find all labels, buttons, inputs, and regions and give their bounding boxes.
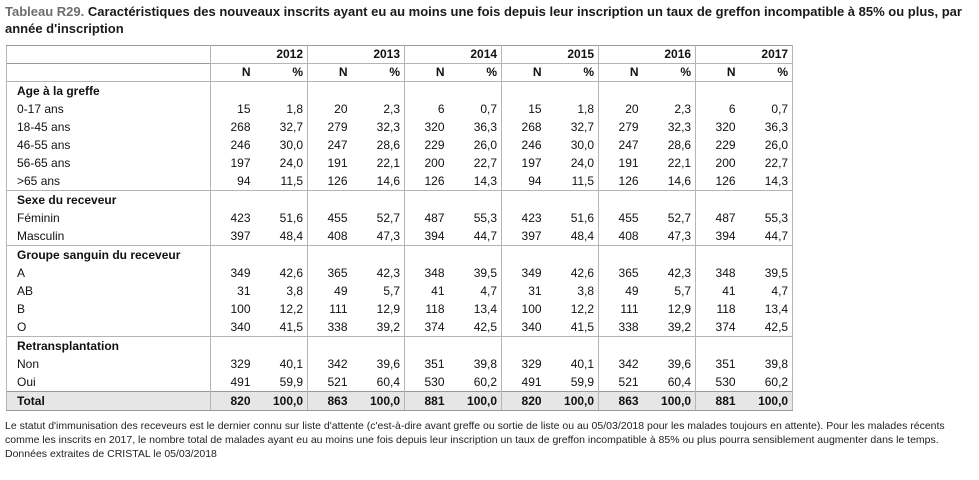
total-pct-cell: 100,0 <box>546 392 599 411</box>
empty-cell <box>740 246 793 265</box>
empty-cell <box>449 337 502 356</box>
total-pct-cell: 100,0 <box>740 392 793 411</box>
table-row <box>7 100 793 118</box>
empty-cell <box>502 246 546 265</box>
pct-cell: 44,7 <box>740 227 793 246</box>
row-label: >65 ans <box>7 172 211 191</box>
col-n-header: N <box>502 64 546 82</box>
pct-cell: 60,2 <box>449 373 502 392</box>
n-cell: 530 <box>405 373 449 392</box>
corner-cell <box>7 46 211 64</box>
n-cell: 408 <box>308 227 352 246</box>
empty-cell <box>599 82 643 101</box>
empty-cell <box>308 82 352 101</box>
n-cell: 423 <box>502 209 546 227</box>
col-n-header: N <box>599 64 643 82</box>
n-cell: 423 <box>211 209 255 227</box>
n-cell: 338 <box>308 318 352 337</box>
pct-cell: 60,4 <box>352 373 405 392</box>
pct-cell: 39,5 <box>449 264 502 282</box>
empty-cell <box>255 82 308 101</box>
n-cell: 191 <box>308 154 352 172</box>
n-cell: 320 <box>696 118 740 136</box>
empty-cell <box>546 191 599 210</box>
pct-cell: 42,3 <box>352 264 405 282</box>
section-header: Age à la greffe <box>7 82 211 101</box>
pct-cell: 3,8 <box>255 282 308 300</box>
empty-cell <box>449 246 502 265</box>
n-cell: 342 <box>308 355 352 373</box>
pct-cell: 42,5 <box>449 318 502 337</box>
section-header-row <box>7 337 793 356</box>
empty-cell <box>502 82 546 101</box>
pct-cell: 12,2 <box>546 300 599 318</box>
col-pct-header: % <box>255 64 308 82</box>
n-cell: 246 <box>502 136 546 154</box>
n-cell: 100 <box>502 300 546 318</box>
table-row <box>7 209 793 227</box>
year-header-row <box>7 46 793 64</box>
table-body <box>7 46 793 411</box>
table-number: Tableau R29. <box>5 4 85 19</box>
n-cell: 374 <box>696 318 740 337</box>
pct-cell: 55,3 <box>449 209 502 227</box>
pct-cell: 5,7 <box>643 282 696 300</box>
table-title-text: Caractéristiques des nouveaux inscrits ayant eu au moins une fois depuis leur inscription un taux de greffon incompatible à 85% ou plus, par année d'inscription <box>5 4 962 36</box>
empty-cell <box>255 246 308 265</box>
n-cell: 530 <box>696 373 740 392</box>
row-label: Féminin <box>7 209 211 227</box>
n-cell: 329 <box>502 355 546 373</box>
total-pct-cell: 100,0 <box>255 392 308 411</box>
pct-cell: 55,3 <box>740 209 793 227</box>
n-cell: 268 <box>211 118 255 136</box>
empty-cell <box>502 191 546 210</box>
empty-cell <box>696 82 740 101</box>
table-row <box>7 172 793 191</box>
corner-cell <box>7 64 211 82</box>
pct-cell: 22,7 <box>449 154 502 172</box>
pct-cell: 60,4 <box>643 373 696 392</box>
empty-cell <box>352 82 405 101</box>
pct-cell: 14,6 <box>352 172 405 191</box>
col-pct-header: % <box>740 64 793 82</box>
empty-cell <box>502 337 546 356</box>
n-cell: 408 <box>599 227 643 246</box>
total-pct-cell: 100,0 <box>643 392 696 411</box>
pct-cell: 39,2 <box>352 318 405 337</box>
n-cell: 15 <box>502 100 546 118</box>
n-cell: 94 <box>211 172 255 191</box>
data-table <box>6 45 793 411</box>
n-cell: 118 <box>405 300 449 318</box>
n-cell: 118 <box>696 300 740 318</box>
total-n-cell: 820 <box>502 392 546 411</box>
n-cell: 200 <box>696 154 740 172</box>
empty-cell <box>599 191 643 210</box>
empty-cell <box>740 337 793 356</box>
empty-cell <box>546 82 599 101</box>
pct-cell: 42,6 <box>255 264 308 282</box>
col-pct-header: % <box>643 64 696 82</box>
pct-cell: 0,7 <box>740 100 793 118</box>
n-cell: 41 <box>405 282 449 300</box>
n-cell: 348 <box>696 264 740 282</box>
pct-cell: 51,6 <box>546 209 599 227</box>
row-label: B <box>7 300 211 318</box>
total-n-cell: 863 <box>308 392 352 411</box>
n-cell: 247 <box>308 136 352 154</box>
empty-cell <box>546 246 599 265</box>
table-title <box>5 3 971 37</box>
n-cell: 455 <box>308 209 352 227</box>
empty-cell <box>405 82 449 101</box>
col-n-header: N <box>405 64 449 82</box>
pct-cell: 12,9 <box>352 300 405 318</box>
table-row <box>7 264 793 282</box>
n-cell: 111 <box>308 300 352 318</box>
data-source: Données extraites de CRISTAL le 05/03/2018 <box>5 448 217 460</box>
pct-cell: 14,6 <box>643 172 696 191</box>
table-row <box>7 373 793 392</box>
pct-cell: 3,8 <box>546 282 599 300</box>
pct-cell: 39,6 <box>352 355 405 373</box>
pct-cell: 26,0 <box>449 136 502 154</box>
pct-cell: 28,6 <box>352 136 405 154</box>
empty-cell <box>740 191 793 210</box>
pct-cell: 4,7 <box>449 282 502 300</box>
pct-cell: 44,7 <box>449 227 502 246</box>
pct-cell: 14,3 <box>740 172 793 191</box>
n-cell: 20 <box>308 100 352 118</box>
total-n-cell: 820 <box>211 392 255 411</box>
total-pct-cell: 100,0 <box>449 392 502 411</box>
total-n-cell: 881 <box>405 392 449 411</box>
year-header-2017: 2017 <box>696 46 793 64</box>
pct-cell: 11,5 <box>546 172 599 191</box>
n-cell: 329 <box>211 355 255 373</box>
n-cell: 246 <box>211 136 255 154</box>
table-row <box>7 318 793 337</box>
pct-cell: 26,0 <box>740 136 793 154</box>
table-row <box>7 118 793 136</box>
pct-cell: 48,4 <box>255 227 308 246</box>
n-cell: 394 <box>696 227 740 246</box>
pct-cell: 28,6 <box>643 136 696 154</box>
n-cell: 521 <box>308 373 352 392</box>
empty-cell <box>405 191 449 210</box>
pct-cell: 24,0 <box>546 154 599 172</box>
pct-cell: 2,3 <box>352 100 405 118</box>
col-n-header: N <box>211 64 255 82</box>
pct-cell: 13,4 <box>449 300 502 318</box>
year-header-2013: 2013 <box>308 46 405 64</box>
empty-cell <box>255 337 308 356</box>
n-cell: 397 <box>502 227 546 246</box>
col-pct-header: % <box>449 64 502 82</box>
n-cell: 342 <box>599 355 643 373</box>
empty-cell <box>211 337 255 356</box>
pct-cell: 47,3 <box>643 227 696 246</box>
n-cell: 349 <box>502 264 546 282</box>
row-label: AB <box>7 282 211 300</box>
n-cell: 487 <box>405 209 449 227</box>
empty-cell <box>211 246 255 265</box>
col-n-header: N <box>696 64 740 82</box>
pct-cell: 32,3 <box>643 118 696 136</box>
empty-cell <box>696 246 740 265</box>
pct-cell: 36,3 <box>449 118 502 136</box>
n-cell: 268 <box>502 118 546 136</box>
row-label: Non <box>7 355 211 373</box>
n-cell: 94 <box>502 172 546 191</box>
n-cell: 365 <box>308 264 352 282</box>
row-label: O <box>7 318 211 337</box>
pct-cell: 39,8 <box>449 355 502 373</box>
pct-cell: 40,1 <box>255 355 308 373</box>
n-cell: 200 <box>405 154 449 172</box>
table-row <box>7 300 793 318</box>
n-cell: 247 <box>599 136 643 154</box>
section-header: Sexe du receveur <box>7 191 211 210</box>
pct-cell: 0,7 <box>449 100 502 118</box>
empty-cell <box>308 191 352 210</box>
pct-cell: 42,3 <box>643 264 696 282</box>
n-cell: 487 <box>696 209 740 227</box>
pct-cell: 42,6 <box>546 264 599 282</box>
n-cell: 340 <box>502 318 546 337</box>
total-pct-cell: 100,0 <box>352 392 405 411</box>
footnote <box>5 419 973 461</box>
subheader-row <box>7 64 793 82</box>
n-cell: 31 <box>211 282 255 300</box>
empty-cell <box>696 191 740 210</box>
pct-cell: 60,2 <box>740 373 793 392</box>
empty-cell <box>405 337 449 356</box>
empty-cell <box>308 337 352 356</box>
n-cell: 49 <box>308 282 352 300</box>
empty-cell <box>740 82 793 101</box>
year-header-2012: 2012 <box>211 46 308 64</box>
n-cell: 6 <box>696 100 740 118</box>
empty-cell <box>211 191 255 210</box>
n-cell: 279 <box>599 118 643 136</box>
n-cell: 320 <box>405 118 449 136</box>
row-label: 46-55 ans <box>7 136 211 154</box>
col-pct-header: % <box>352 64 405 82</box>
row-label: Oui <box>7 373 211 392</box>
pct-cell: 13,4 <box>740 300 793 318</box>
pct-cell: 32,7 <box>255 118 308 136</box>
pct-cell: 59,9 <box>546 373 599 392</box>
n-cell: 15 <box>211 100 255 118</box>
n-cell: 49 <box>599 282 643 300</box>
pct-cell: 41,5 <box>255 318 308 337</box>
empty-cell <box>599 246 643 265</box>
pct-cell: 36,3 <box>740 118 793 136</box>
pct-cell: 1,8 <box>546 100 599 118</box>
pct-cell: 32,3 <box>352 118 405 136</box>
pct-cell: 22,7 <box>740 154 793 172</box>
row-label: 56-65 ans <box>7 154 211 172</box>
empty-cell <box>352 337 405 356</box>
n-cell: 126 <box>696 172 740 191</box>
pct-cell: 39,5 <box>740 264 793 282</box>
n-cell: 338 <box>599 318 643 337</box>
pct-cell: 52,7 <box>352 209 405 227</box>
table-row <box>7 355 793 373</box>
empty-cell <box>643 82 696 101</box>
n-cell: 197 <box>502 154 546 172</box>
empty-cell <box>211 82 255 101</box>
total-n-cell: 881 <box>696 392 740 411</box>
n-cell: 521 <box>599 373 643 392</box>
total-row <box>7 392 793 411</box>
n-cell: 126 <box>405 172 449 191</box>
pct-cell: 11,5 <box>255 172 308 191</box>
table-row <box>7 154 793 172</box>
n-cell: 491 <box>502 373 546 392</box>
n-cell: 229 <box>405 136 449 154</box>
n-cell: 365 <box>599 264 643 282</box>
n-cell: 340 <box>211 318 255 337</box>
row-label: Masculin <box>7 227 211 246</box>
pct-cell: 47,3 <box>352 227 405 246</box>
n-cell: 351 <box>405 355 449 373</box>
pct-cell: 5,7 <box>352 282 405 300</box>
n-cell: 20 <box>599 100 643 118</box>
table-row <box>7 136 793 154</box>
section-header: Retransplantation <box>7 337 211 356</box>
table-row <box>7 227 793 246</box>
empty-cell <box>449 82 502 101</box>
pct-cell: 39,6 <box>643 355 696 373</box>
section-header: Groupe sanguin du receveur <box>7 246 211 265</box>
pct-cell: 22,1 <box>643 154 696 172</box>
empty-cell <box>643 337 696 356</box>
year-header-2016: 2016 <box>599 46 696 64</box>
pct-cell: 51,6 <box>255 209 308 227</box>
n-cell: 397 <box>211 227 255 246</box>
n-cell: 126 <box>308 172 352 191</box>
empty-cell <box>643 191 696 210</box>
pct-cell: 1,8 <box>255 100 308 118</box>
table-row <box>7 282 793 300</box>
pct-cell: 42,5 <box>740 318 793 337</box>
n-cell: 31 <box>502 282 546 300</box>
pct-cell: 12,2 <box>255 300 308 318</box>
pct-cell: 2,3 <box>643 100 696 118</box>
empty-cell <box>352 191 405 210</box>
n-cell: 351 <box>696 355 740 373</box>
row-label: 18-45 ans <box>7 118 211 136</box>
footnote-text: Le statut d'immunisation des receveurs est le dernier connu sur liste d'attente (c'est-à-dire avant greffe ou sortie de liste ou au 05/03/2018 pour les malades toujours en attente). Pour les malades récents comme les inscrits en 2017, le nombre total de malades ayant eu au moins une fois depuis leur inscription un taux de greffon incompatible à 85% ou plus pourra sensiblement augmenter dans le temps. <box>5 420 945 446</box>
empty-cell <box>449 191 502 210</box>
n-cell: 394 <box>405 227 449 246</box>
pct-cell: 24,0 <box>255 154 308 172</box>
n-cell: 349 <box>211 264 255 282</box>
n-cell: 455 <box>599 209 643 227</box>
year-header-2014: 2014 <box>405 46 502 64</box>
row-label: 0-17 ans <box>7 100 211 118</box>
n-cell: 100 <box>211 300 255 318</box>
n-cell: 126 <box>599 172 643 191</box>
pct-cell: 32,7 <box>546 118 599 136</box>
pct-cell: 59,9 <box>255 373 308 392</box>
pct-cell: 39,8 <box>740 355 793 373</box>
pct-cell: 30,0 <box>255 136 308 154</box>
pct-cell: 4,7 <box>740 282 793 300</box>
pct-cell: 40,1 <box>546 355 599 373</box>
pct-cell: 48,4 <box>546 227 599 246</box>
row-label: A <box>7 264 211 282</box>
empty-cell <box>308 246 352 265</box>
empty-cell <box>643 246 696 265</box>
year-header-2015: 2015 <box>502 46 599 64</box>
section-header-row <box>7 246 793 265</box>
n-cell: 191 <box>599 154 643 172</box>
col-n-header: N <box>308 64 352 82</box>
section-header-row <box>7 82 793 101</box>
n-cell: 491 <box>211 373 255 392</box>
empty-cell <box>255 191 308 210</box>
total-label: Total <box>7 392 211 411</box>
n-cell: 111 <box>599 300 643 318</box>
col-pct-header: % <box>546 64 599 82</box>
n-cell: 6 <box>405 100 449 118</box>
n-cell: 374 <box>405 318 449 337</box>
pct-cell: 22,1 <box>352 154 405 172</box>
empty-cell <box>405 246 449 265</box>
pct-cell: 30,0 <box>546 136 599 154</box>
pct-cell: 41,5 <box>546 318 599 337</box>
pct-cell: 52,7 <box>643 209 696 227</box>
empty-cell <box>546 337 599 356</box>
n-cell: 348 <box>405 264 449 282</box>
empty-cell <box>352 246 405 265</box>
n-cell: 279 <box>308 118 352 136</box>
empty-cell <box>696 337 740 356</box>
pct-cell: 14,3 <box>449 172 502 191</box>
total-n-cell: 863 <box>599 392 643 411</box>
section-header-row <box>7 191 793 210</box>
n-cell: 229 <box>696 136 740 154</box>
pct-cell: 12,9 <box>643 300 696 318</box>
empty-cell <box>599 337 643 356</box>
pct-cell: 39,2 <box>643 318 696 337</box>
n-cell: 41 <box>696 282 740 300</box>
n-cell: 197 <box>211 154 255 172</box>
